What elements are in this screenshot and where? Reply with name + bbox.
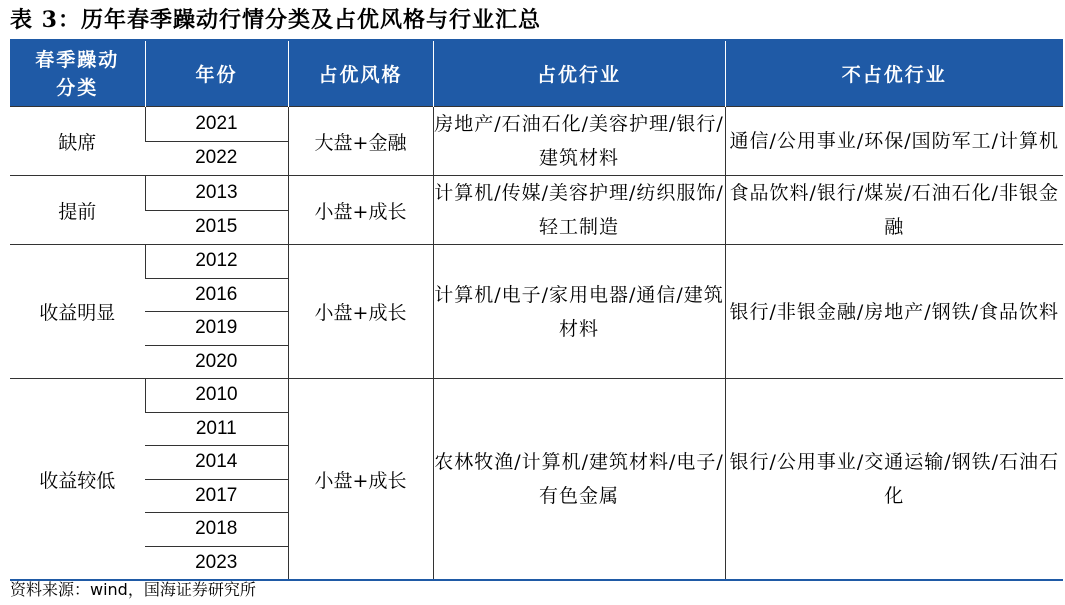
header-category-text: 春季躁动 分类 [35,48,120,99]
year-cell: 2017 [145,479,288,513]
winners-cell: 农林牧渔/计算机/建筑材料/电子/有色金属 [433,379,725,581]
table-row [10,176,1063,211]
source-note: 资料来源：wind，国海证券研究所 [10,580,256,599]
category-cell: 收益明显 [10,245,145,379]
table-row [10,245,1063,279]
year-cell: 2010 [145,379,288,413]
summary-table [10,41,1063,581]
header-style: 占优风格 [288,41,433,107]
year-cell: 2020 [145,345,288,379]
losers-cell: 通信/公用事业/环保/国防军工/计算机 [725,107,1063,176]
winners-cell: 计算机/传媒/美容护理/纺织服饰/轻工制造 [433,176,725,245]
year-cell: 2021 [145,107,288,142]
losers-cell: 银行/公用事业/交通运输/钢铁/石油石化 [725,379,1063,581]
year-cell: 2016 [145,278,288,312]
table-row [10,379,1063,413]
losers-cell: 银行/非银金融/房地产/钢铁/食品饮料 [725,245,1063,379]
table-row [10,107,1063,142]
header-category [10,41,145,107]
year-cell: 2011 [145,412,288,446]
year-cell: 2018 [145,513,288,547]
style-cell: 小盘+成长 [288,176,433,245]
style-cell: 大盘+金融 [288,107,433,176]
category-cell: 缺席 [10,107,145,176]
year-cell: 2023 [145,546,288,580]
header-row [10,41,1063,107]
table-title: 表 3：历年春季躁动行情分类及占优风格与行业汇总 [10,7,541,33]
winners-cell: 房地产/石油石化/美容护理/银行/建筑材料 [433,107,725,176]
year-cell: 2012 [145,245,288,279]
year-cell: 2022 [145,141,288,176]
losers-cell: 食品饮料/银行/煤炭/石油石化/非银金融 [725,176,1063,245]
year-cell: 2019 [145,312,288,346]
header-losers: 不占优行业 [725,41,1063,107]
header-winners: 占优行业 [433,41,725,107]
winners-cell: 计算机/电子/家用电器/通信/建筑材料 [433,245,725,379]
style-cell: 小盘+成长 [288,379,433,581]
year-cell: 2015 [145,210,288,245]
year-cell: 2013 [145,176,288,211]
category-cell: 收益较低 [10,379,145,581]
header-year: 年份 [145,41,288,107]
style-cell: 小盘+成长 [288,245,433,379]
category-cell: 提前 [10,176,145,245]
year-cell: 2014 [145,446,288,480]
